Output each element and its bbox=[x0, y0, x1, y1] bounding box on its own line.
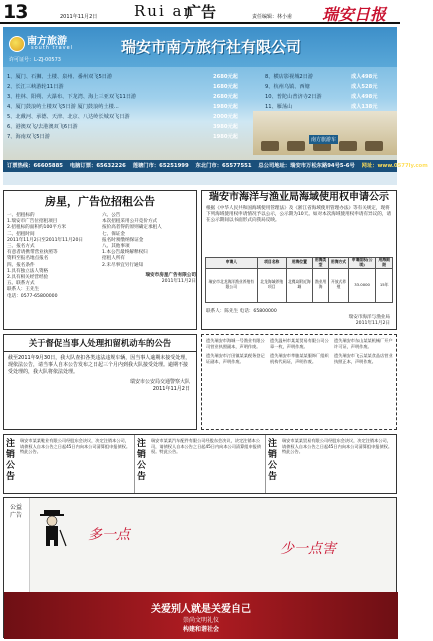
route-item bbox=[7, 103, 238, 112]
travel-agency-ad bbox=[3, 27, 428, 185]
tender-line: 二、招租时间 bbox=[7, 231, 35, 237]
tender-line: 报名时须缴纳保证金 bbox=[102, 237, 144, 243]
tender-line: 1.本公告最终解释权归 bbox=[102, 250, 148, 256]
loss-column bbox=[206, 338, 266, 364]
route-price: 成人498元 bbox=[351, 94, 378, 100]
cancellation-text: 瑞安市某某鞋业有限公司经股东会决议，决定注销本公司，请债权人自本公告之日起45日内向本公司清算组申报债权。特此公告。 bbox=[20, 438, 131, 455]
table-header: 申请面积(公顷) bbox=[348, 258, 376, 269]
loss-notice: 遗失瑞安市汀田镇某某税务登记证副本，声明作废。 bbox=[206, 353, 265, 364]
tender-column-left bbox=[7, 213, 101, 300]
contact-dongbei: 东北门市：65577551 bbox=[195, 163, 252, 169]
route-name: 7、海南双飞5日游 bbox=[7, 134, 50, 140]
tender-line: 1.具有独立法人资格 bbox=[7, 268, 49, 274]
cancellation-text: 瑞安市某某汽车配件有限公司经股东会决议，决定注销本公司，请债权人自本公告之日起45日内向本公司清算组申报债权。特此公告。 bbox=[151, 438, 262, 455]
sea-use-signature: 瑞安市海洋与渔业局 bbox=[348, 315, 390, 320]
tender-line: 2.招租标的面积约100平方米 bbox=[7, 225, 67, 231]
tender-line: 按价高者得的原则确定承租人 bbox=[102, 225, 162, 231]
loss-notice: 遗失瑞安市海城一号渔业有限公司营业执照副本，声明作废。 bbox=[206, 338, 265, 349]
tender-line: 招租人所有 bbox=[102, 256, 125, 262]
loss-notice: 遗失瑞安市飞云某某食品店营业执照正本，声明作废。 bbox=[334, 353, 393, 364]
masthead bbox=[0, 0, 400, 24]
psa-subline-2: 构建和谐社会 bbox=[182, 626, 219, 633]
impound-title: 关于督促当事人处理扣留机动车的公告 bbox=[4, 335, 196, 352]
route-name: 10、普陀山普济寺2日游 bbox=[265, 94, 322, 100]
beach-chair-icon bbox=[365, 141, 383, 151]
table-cell: 渔业用海 bbox=[312, 268, 328, 302]
loss-notice: 遗失瑞安市东山某某机械厂开户许可证，声明作废。 bbox=[334, 338, 393, 349]
table-header: 项目名称 bbox=[257, 258, 286, 269]
route-item bbox=[7, 133, 238, 142]
paper-logo: 瑞安日报 bbox=[322, 5, 387, 24]
cancellation-text: 瑞安市某某贸易有限公司经股东会决议，决定注销本公司，请债权人自本公告之日起45日内向本公司清算组申报债权。特此公告。 bbox=[282, 438, 393, 455]
table-cell: 瑞安市北龙海洋渔业养殖有限公司 bbox=[206, 268, 258, 302]
tender-line: 六、公告 bbox=[102, 213, 121, 218]
route-price: 2000元起 bbox=[213, 114, 238, 120]
tender-line: 联系人：王先生 bbox=[7, 287, 40, 293]
route-price: 2680元起 bbox=[213, 74, 238, 80]
table-header: 用海位置 bbox=[286, 258, 312, 269]
route-item bbox=[7, 73, 238, 82]
section-title: 广告 bbox=[186, 3, 217, 21]
contact-bar bbox=[3, 160, 428, 172]
tender-line: 三、报名方式 bbox=[7, 244, 35, 250]
psa-duo-text: 多一点 bbox=[88, 527, 130, 543]
route-name: 4、厦门鼓浪屿土楼双飞5日游 厦门鼓浪屿土楼... bbox=[7, 104, 119, 110]
beach-chair-icon bbox=[261, 141, 279, 151]
table-cell: 15年 bbox=[376, 268, 393, 302]
cancellation-notice bbox=[135, 435, 266, 493]
contact-booking: 订票热线：66605885 bbox=[7, 163, 63, 169]
contact-computer: 电脑订票：65632226 bbox=[69, 163, 126, 169]
route-name: 5、北戴河、承德、天津、北京、八达岭长城双飞日游 bbox=[7, 114, 130, 120]
route-price: 1980元起 bbox=[213, 134, 238, 140]
tender-line: 七、保证金 bbox=[102, 231, 125, 237]
page-number: 13 bbox=[3, 1, 28, 23]
cancellation-notice bbox=[4, 435, 135, 493]
route-item bbox=[265, 83, 378, 92]
route-name: 1、厦门、石狮、土楼、泉州、番州双飞5日游 bbox=[7, 74, 113, 80]
tender-line: 电话：0577-65800000 bbox=[7, 293, 58, 299]
psa-slogan: 关爱别人就是关爱自己 bbox=[151, 604, 251, 615]
route-item bbox=[265, 93, 378, 102]
contact-liantang: 莲塘门市：65251999 bbox=[132, 163, 189, 169]
psa-label-text: 公益广告 bbox=[10, 504, 23, 519]
route-price: 3980元起 bbox=[213, 124, 238, 130]
beach-chair-icon bbox=[287, 141, 305, 151]
tender-line: 八、其他事项 bbox=[102, 244, 130, 250]
table-cell: 北龙海域养殖项目 bbox=[257, 268, 286, 302]
table-row bbox=[206, 268, 393, 302]
beach-chair-icon bbox=[339, 141, 357, 151]
tender-line: 四、报名条件 bbox=[7, 262, 35, 268]
table-cell: 北麂岛附近海域 bbox=[286, 268, 312, 302]
tender-line: 本次招租采用公开竞价方式 bbox=[102, 219, 158, 225]
sea-use-intro: 根据《中华人民共和国海域使用管理法》及《浙江省海域使用管理办法》等有关规定，现将下列海域使用权申请情况予以公示，公示期为10天。如对本次海域使用权申请有异议的，请在公示期间以书面形式向我局反映。 bbox=[206, 206, 392, 224]
sea-use-contact: 联系人：陈先生 电话：65800000 bbox=[206, 309, 277, 314]
tender-date: 2011年11月2日 bbox=[161, 279, 196, 285]
psa-subline-1: 崇尚文明礼仪 bbox=[182, 617, 219, 624]
tender-line: 一、招租标的 bbox=[7, 213, 35, 218]
cancellation-notice bbox=[266, 435, 396, 493]
beach-photo bbox=[253, 111, 397, 155]
route-price: 成人138元 bbox=[351, 104, 378, 110]
table-header: 用海期限 bbox=[376, 258, 393, 269]
tender-line: 2011年11月2日至2011年11月20日 bbox=[7, 237, 83, 243]
route-name: 8、横店影视城2日游 bbox=[265, 74, 314, 80]
loss-notice: 遗失瑞安市莘塍某某服饰厂组织机构代码证，声明作废。 bbox=[270, 353, 329, 364]
sea-use-date: 2011年11月2日 bbox=[355, 321, 390, 327]
travel-ad-footer bbox=[3, 172, 397, 185]
tender-line: 1.瑞安市广告位招租项目 bbox=[7, 219, 58, 225]
route-price: 成人528元 bbox=[351, 84, 378, 90]
table-header: 申请人 bbox=[206, 258, 258, 269]
psa-shao-text: 少一点害 bbox=[280, 541, 336, 557]
sun-logo-icon bbox=[9, 36, 25, 52]
tender-signature: 瑞安市房星广告有限公司 bbox=[145, 272, 196, 278]
tender-line: 2.未尽事宜另行通知 bbox=[102, 262, 144, 268]
impounded-vehicle-notice bbox=[3, 334, 197, 430]
table-cell: 33.0000 bbox=[348, 268, 376, 302]
editor-credit: 责任编辑：林小甫 bbox=[252, 14, 293, 20]
travel-ad-title: 瑞安市南方旅行社有限公司 bbox=[121, 38, 302, 56]
sea-use-sign bbox=[349, 315, 390, 327]
sea-use-table bbox=[205, 257, 393, 303]
route-price: 1980元起 bbox=[213, 104, 238, 110]
table-cell: 开放式养殖 bbox=[329, 268, 349, 302]
loss-notice: 遗失温州市某某贸易有限公司公章一枚，声明作废。 bbox=[270, 338, 329, 349]
impound-date: 2011年11月2日 bbox=[152, 386, 190, 392]
tender-line: 2.具有相关经营经验 bbox=[7, 275, 49, 281]
route-item bbox=[7, 93, 238, 102]
ruian-wordmark: Rui an bbox=[134, 2, 196, 20]
route-item bbox=[7, 123, 238, 132]
tender-line: 有意者请携带营业执照等 bbox=[7, 250, 58, 256]
cancellation-label: 注销公告 bbox=[6, 439, 16, 482]
route-price: 1680元起 bbox=[213, 84, 238, 90]
cancellation-label: 注销公告 bbox=[268, 439, 278, 482]
tender-column-right bbox=[102, 213, 196, 285]
chaplin-figure-icon bbox=[34, 508, 70, 548]
travel-logo-cn: 南方旅游 bbox=[27, 36, 67, 47]
loss-notices bbox=[201, 334, 397, 430]
cancellation-notices bbox=[3, 434, 397, 494]
route-name: 2、长江三峡游轮11日游 bbox=[7, 84, 64, 90]
route-price: 成人498元 bbox=[351, 74, 378, 80]
route-name: 11、雁荡山 bbox=[265, 104, 293, 110]
sea-use-title: 瑞安市海洋与渔业局海域使用权申请公示 bbox=[209, 192, 389, 203]
loss-column bbox=[270, 338, 330, 364]
route-item bbox=[7, 83, 238, 92]
table-header: 用海方式 bbox=[329, 258, 349, 269]
table-header: 用海类型 bbox=[312, 258, 328, 269]
route-price: 2680元起 bbox=[213, 94, 238, 100]
contact-website[interactable]: 网址：www.0577ly.com bbox=[361, 163, 428, 169]
travel-logo-en: south travel bbox=[31, 45, 74, 51]
travel-license: 许可证号：L-ZJ-00573 bbox=[9, 57, 61, 63]
route-item bbox=[265, 73, 378, 82]
bus-sign: 南方旅游车 bbox=[311, 137, 337, 143]
cancellation-label: 注销公告 bbox=[137, 439, 147, 482]
route-name: 9、杭州乌镇、西塘 bbox=[265, 84, 310, 90]
tender-line: 资料至报名地点报名 bbox=[7, 256, 49, 262]
tender-line: 五、联系方式 bbox=[7, 281, 35, 287]
table-header-row bbox=[206, 258, 393, 269]
route-name: 6、港澳双飞/去港澳双飞6日游 bbox=[7, 124, 78, 130]
impound-body: 截至2011年9月30日，我大队查扣各类违法违规车辆，因当事人逾期未接受处理，现依法公告，请当事人自本公告发布之日起三个月内到我大队接受处理。逾期不接受处理的，我大队将依法处理。 bbox=[8, 355, 191, 375]
tender-title: 房星，广告位招租公告 bbox=[45, 195, 155, 208]
public-service-ad bbox=[3, 497, 397, 638]
impound-signature: 瑞安市公安局交通警察大队 bbox=[129, 379, 190, 385]
sea-use-notice bbox=[201, 190, 397, 330]
ad-space-tender-notice bbox=[3, 190, 197, 330]
issue-date: 2011年11月2日 bbox=[60, 14, 98, 20]
route-item bbox=[7, 113, 238, 122]
loss-column bbox=[334, 338, 394, 364]
contact-address: 总公司地址：瑞安市万松东路94号5-6号 bbox=[258, 163, 355, 169]
travel-ad-header bbox=[3, 27, 397, 67]
route-name: 3、桂林、阳朔、大瀑布、下龙湾、海上三亚双飞11日游 bbox=[7, 94, 137, 100]
